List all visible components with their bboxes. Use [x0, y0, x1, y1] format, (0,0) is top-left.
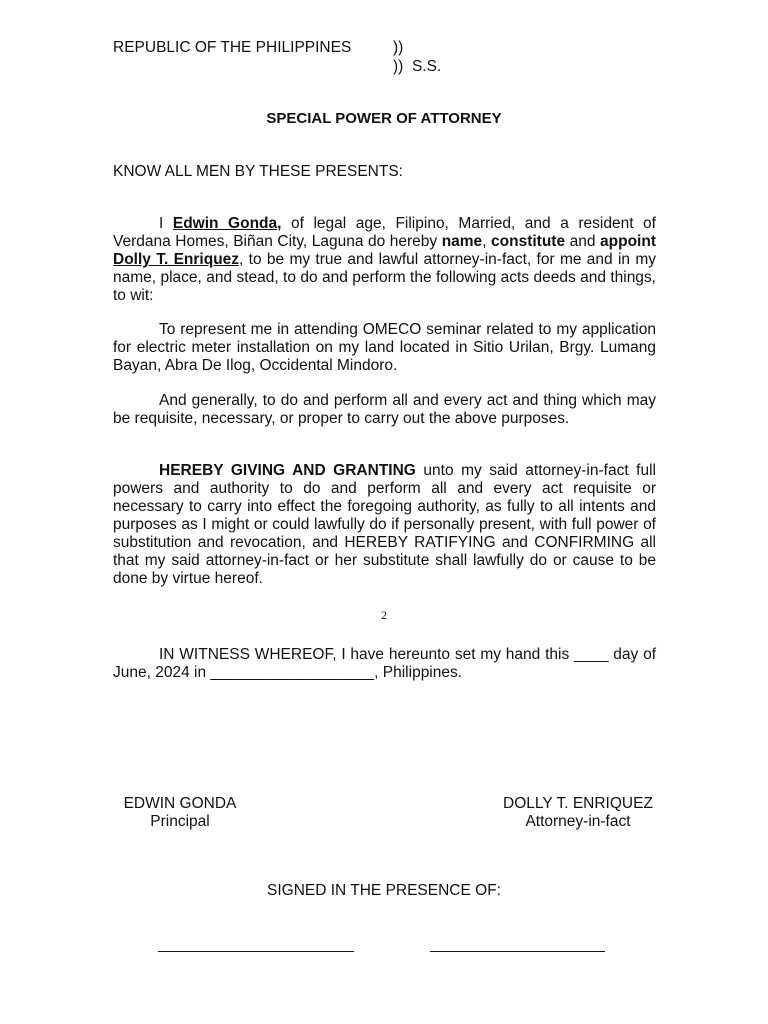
- venue-mark: )): [393, 39, 404, 56]
- document-title: SPECIAL POWER OF ATTORNEY: [266, 110, 502, 127]
- purpose-paragraph: To represent me in attending OMECO seminar related to my application for electric meter installation on my land located in Sitio Urilan, Brgy. Lumang Bayan, Abra De Ilog, Occidental Mindoro.: [113, 321, 656, 374]
- principal-signatory-name: EDWIN GONDA: [123, 795, 237, 812]
- constitute-word: constitute: [491, 233, 566, 250]
- venue-text: REPUBLIC OF THE PHILIPPINES: [113, 39, 352, 56]
- page-number: 2: [381, 608, 387, 622]
- granting-paragraph: HEREBY GIVING AND GRANTING unto my said attorney-in-fact full powers and authority to do and perform all and every act requisite or necessary to carry into effect the foregoing authority, as fully to all intents and purposes as I might or could lawfully do if personally present, with full power of substitution and revocation, and HEREBY RATIFYING and CONFIRMING all that my said attorney-in-fact or her substitute shall lawfully do or cause to be done by virtue hereof.: [113, 462, 656, 587]
- ss-mark: )): [393, 58, 404, 75]
- agent-signatory-name: DOLLY T. ENRIQUEZ: [503, 795, 653, 812]
- witness-signature-line-2: [430, 951, 605, 952]
- witness-signature-line-1: [158, 951, 354, 952]
- venue-line: [113, 39, 351, 57]
- granting-lead: HEREBY GIVING AND GRANTING: [159, 462, 416, 479]
- principal-signature-block: [100, 795, 260, 831]
- appoint-word: appoint: [600, 233, 656, 250]
- presence-heading: SIGNED IN THE PRESENCE OF:: [267, 882, 501, 899]
- witness-paragraph: IN WITNESS WHEREOF, I have hereunto set my hand this ____ day of June, 2024 in ___________________, Philippines.: [113, 646, 656, 681]
- agent-signature-block: [478, 795, 678, 831]
- salutation: KNOW ALL MEN BY THESE PRESENTS:: [113, 163, 403, 180]
- ss-text: S.S.: [411, 58, 442, 75]
- agent-signatory-role: Attorney-in-fact: [525, 813, 631, 830]
- name-word: name: [441, 233, 483, 250]
- agent-name: Dolly T. Enriquez: [113, 251, 240, 268]
- appointment-paragraph: I Edwin Gonda, of legal age, Filipino, Married, and a resident of Verdana Homes, Biñan City, Laguna do hereby name, constitute and appoint Dolly T. Enriquez, to be my true and lawful attorney-in-fact, for me and in my name, place, and stead, to do and perform the following acts deeds and things, to wit:: [113, 215, 656, 304]
- general-powers-paragraph: And generally, to do and perform all and every act and thing which may be requisite, necessary, or proper to carry out the above purposes.: [113, 392, 656, 427]
- ss-line: [393, 58, 441, 76]
- principal-signatory-role: Principal: [150, 813, 210, 830]
- principal-name: Edwin Gonda: [172, 215, 278, 232]
